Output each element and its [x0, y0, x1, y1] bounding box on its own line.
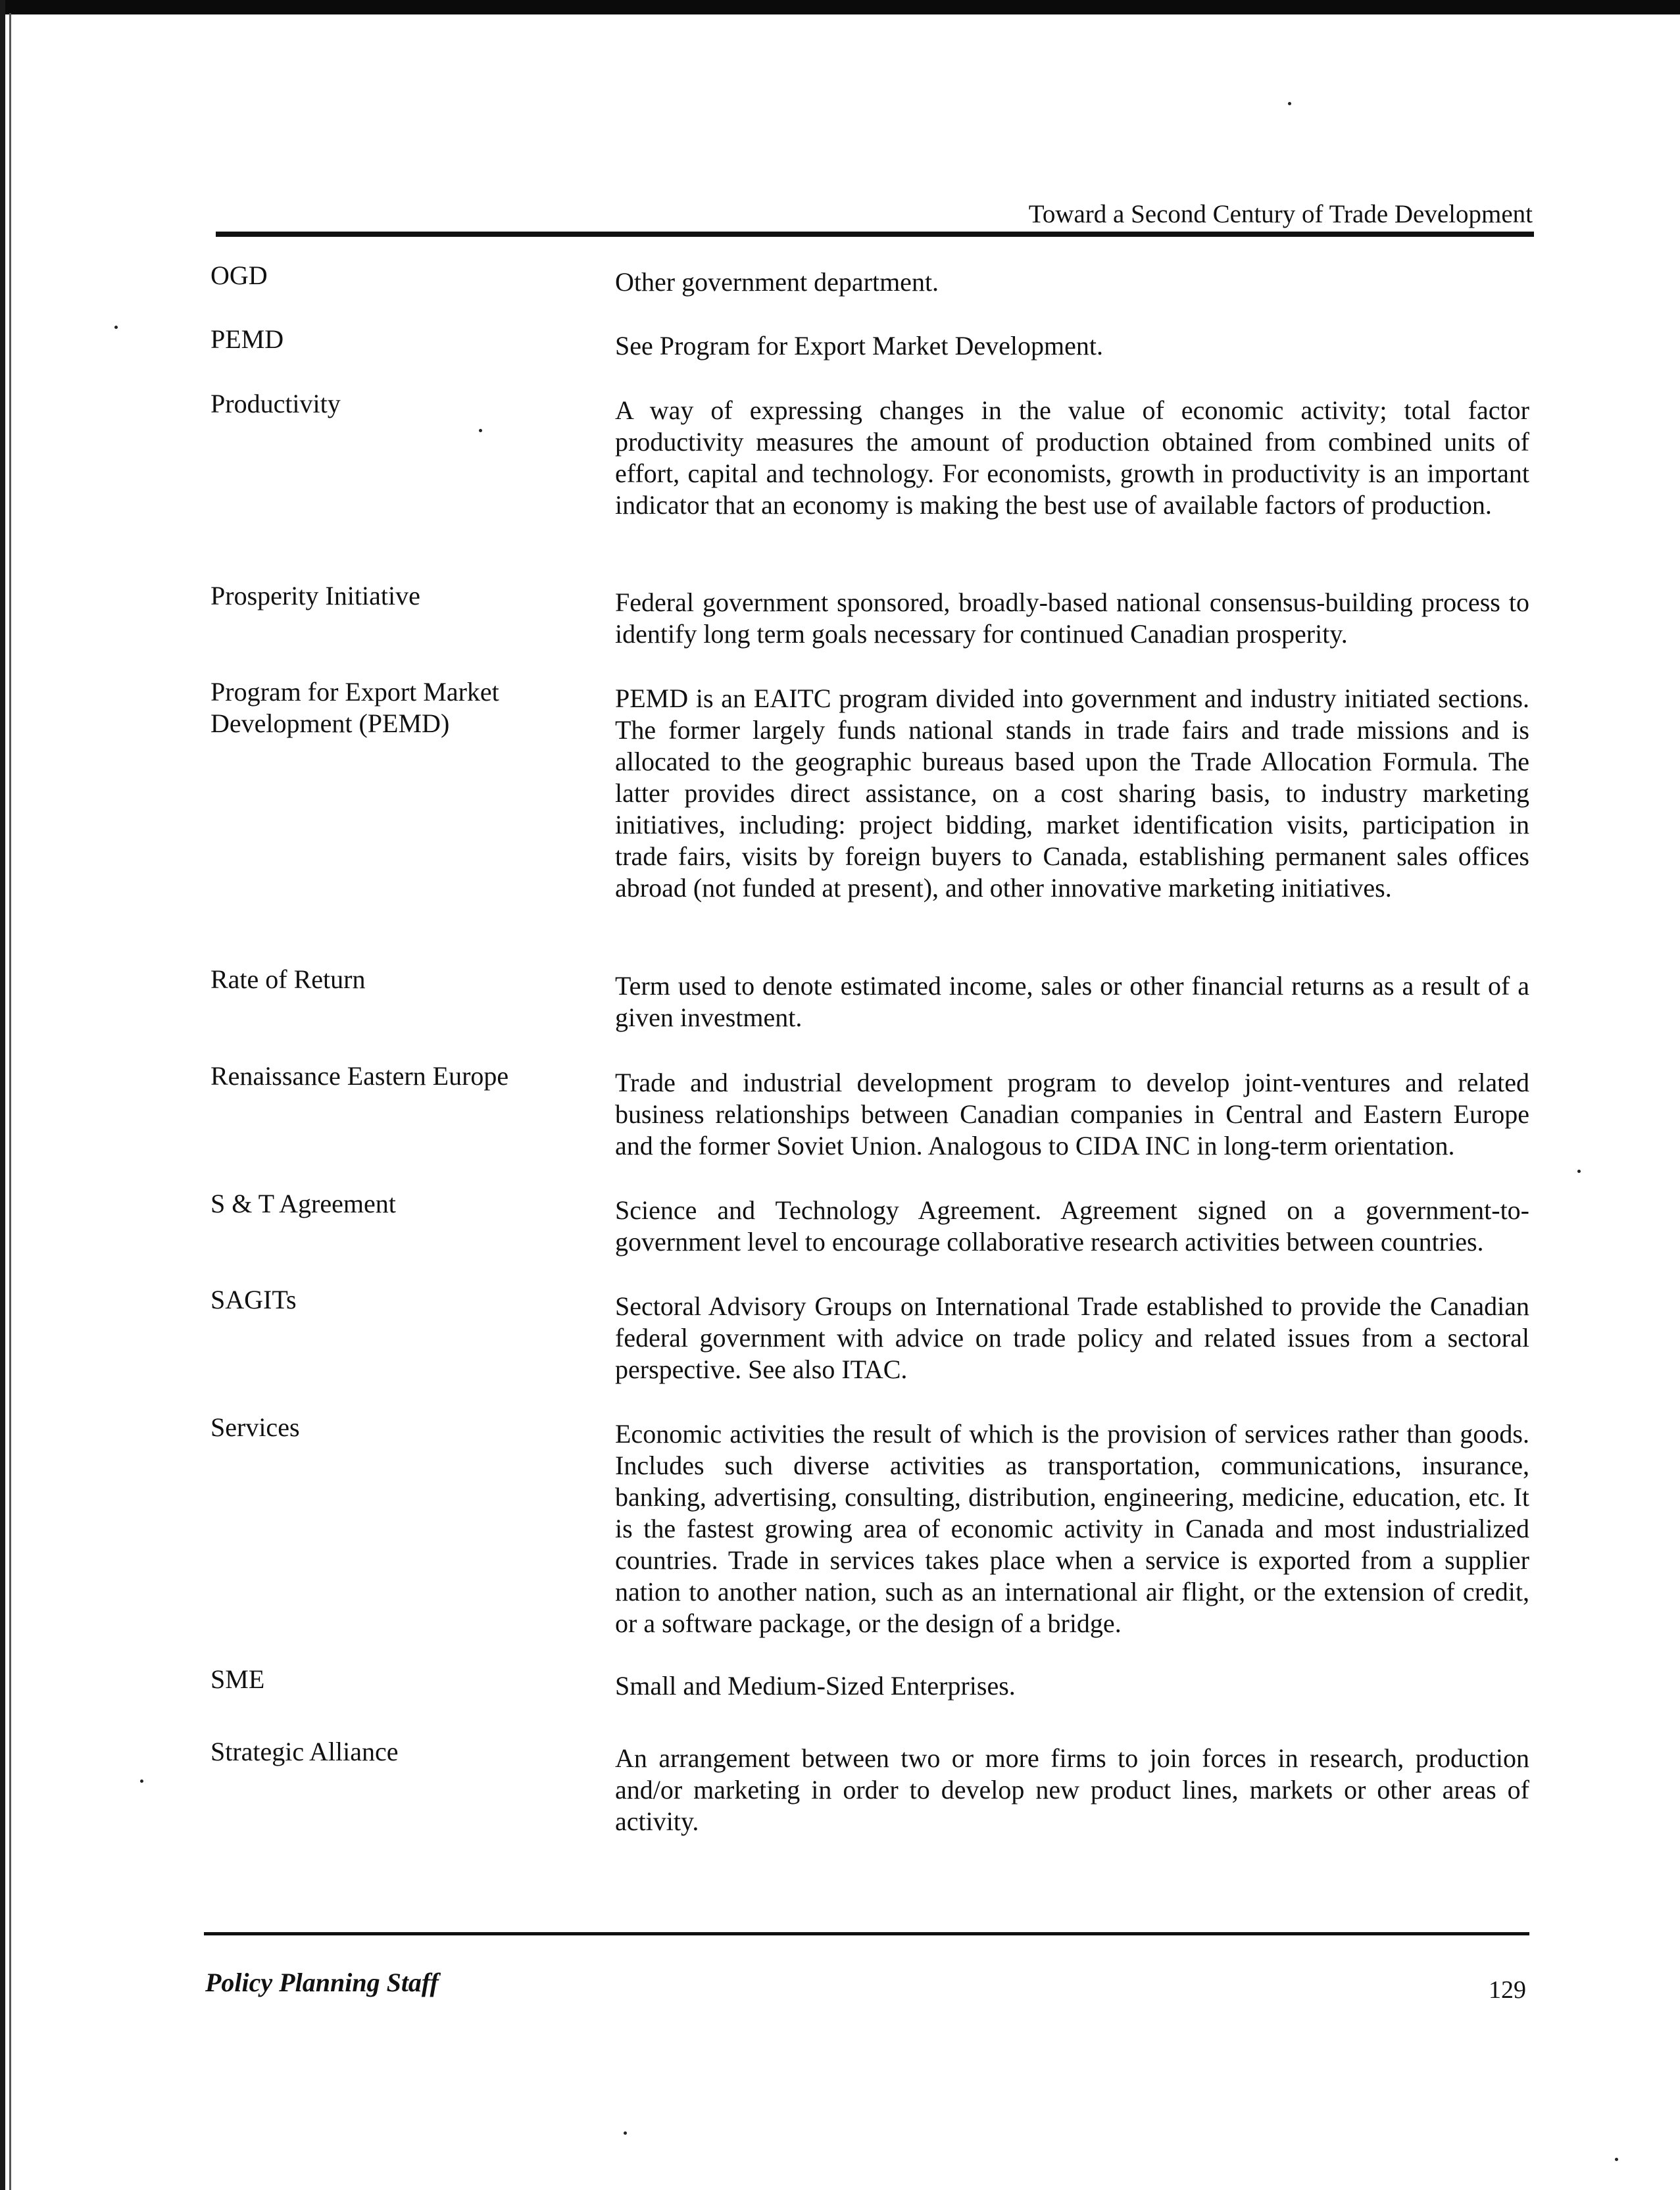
glossary-entry-strategic-alliance [210, 1736, 1529, 1848]
glossary-definition: Term used to denote estimated income, sales or other financial returns as a result of a given investment. [615, 971, 1529, 1032]
glossary-entry-ogd [210, 260, 1529, 324]
glossary-term: Strategic Alliance [210, 1737, 399, 1766]
glossary-definition: Small and Medium-Sized Enterprises. [615, 1671, 1016, 1701]
glossary-term: Renaissance Eastern Europe [210, 1061, 509, 1091]
glossary-entry-program-export-market-development [210, 676, 1529, 964]
scan-speck [140, 1779, 143, 1783]
scan-left-edge [0, 0, 5, 2190]
scan-speck [479, 429, 482, 432]
glossary-entry-sagits [210, 1284, 1529, 1412]
glossary-definition: A way of expressing changes in the value of economic activity; total factor productivity measures the amount of production obtained from combined units of effort, capital and technology. For economists, growth in productivity is an important indicator that an economy is making the best use of available factors of production. [615, 395, 1529, 520]
glossary-term: Productivity [210, 389, 341, 418]
glossary-term: PEMD [210, 324, 284, 354]
glossary-definition: Trade and industrial development program to develop joint-ventures and related business relationships between Canadian companies in Central and Eastern Europe and the former Soviet Union. Analogous to CIDA INC in long-term orientation. [615, 1068, 1529, 1160]
glossary-term: S & T Agreement [210, 1189, 396, 1218]
scan-speck [624, 2131, 627, 2135]
glossary-term: OGD [210, 261, 268, 290]
scan-top-edge [0, 0, 1680, 14]
glossary-entry-s-and-t-agreement [210, 1188, 1529, 1284]
scan-speck [1577, 1170, 1581, 1173]
glossary-term: SAGITs [210, 1285, 297, 1314]
glossary-definition: Science and Technology Agreement. Agreement signed on a government-to-government level to encourage collaborative research activities between countries. [615, 1195, 1529, 1257]
footer-rule [204, 1932, 1529, 1935]
glossary-term: Program for Export Market Development (PEMD) [210, 677, 499, 738]
glossary-definition: Federal government sponsored, broadly-based national consensus-building process to identify long term goals necessary for continued Canadian prosperity. [615, 587, 1529, 649]
glossary-term: Services [210, 1412, 300, 1442]
glossary-entry-rate-of-return [210, 964, 1529, 1060]
scan-left-edge-line [9, 13, 11, 2190]
glossary-definition: PEMD is an EAITC program divided into government and industry initiated sections. The former largely funds national stands in trade fairs and trade missions and is allocated to the geographic bureaus based upon the Trade Allocation Formula. The latter provides direct assistance, on a cost sharing basis, to industry marketing initiatives, including: project bidding, market identification visits, participation in trade fairs, visits by foreign buyers to Canada, establishing permanent sales offices abroad (not funded at present), and other innovative marketing initiatives. [615, 684, 1529, 903]
glossary-entry-prosperity-initiative [210, 580, 1529, 676]
glossary-definition: See Program for Export Market Development. [615, 331, 1104, 361]
glossary-definition: Other government department. [615, 267, 939, 297]
page-number: 129 [1489, 1976, 1526, 2004]
glossary-definition: Economic activities the result of which is the provision of services rather than goods. Includes such diverse activities as transportation, communications, insurance, banking, advertising, consulting, distribution, engineering, medicine, education, etc. It is the fastest growing area of economic activity in Canada and most industrialized countries. Trade in services takes place when a service is exported from a supplier nation to another nation, such as an international air flight, or the extension of credit, or a software package, or the design of a bridge. [615, 1419, 1529, 1638]
glossary-term: Prosperity Initiative [210, 581, 420, 610]
header-rule [216, 232, 1534, 237]
glossary-entry-renaissance-eastern-europe [210, 1060, 1529, 1188]
glossary-term: SME [210, 1664, 265, 1694]
glossary-entry-pemd [210, 324, 1529, 388]
glossary-entry-productivity [210, 388, 1529, 580]
glossary-list [210, 260, 1529, 1848]
glossary-entry-services [210, 1412, 1529, 1664]
glossary-term: Rate of Return [210, 964, 366, 994]
scan-speck [1288, 102, 1291, 105]
glossary-entry-sme [210, 1664, 1529, 1736]
running-header: Toward a Second Century of Trade Development [1028, 200, 1533, 228]
scan-speck [114, 326, 118, 329]
scan-speck [1615, 2158, 1618, 2161]
glossary-definition: An arrangement between two or more firms to join forces in research, production and/or marketing in order to develop new product lines, markets or other areas of activity. [615, 1743, 1529, 1836]
glossary-definition: Sectoral Advisory Groups on International Trade established to provide the Canadian federal government with advice on trade policy and related issues from a sectoral perspective. See also ITAC. [615, 1291, 1529, 1384]
footer-publisher: Policy Planning Staff [205, 1968, 439, 1997]
